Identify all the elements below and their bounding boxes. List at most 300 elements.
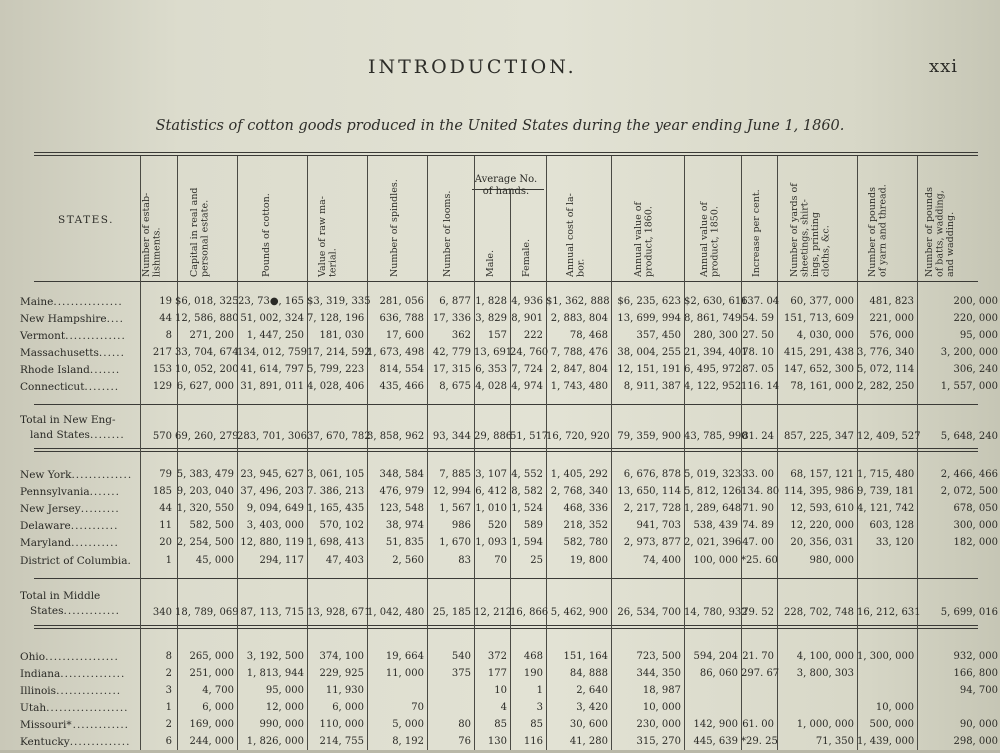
cell-value-1860: $6, 235, 623 [617,296,681,307]
cell-looms: 1, 567 [439,503,471,514]
cell-capital: 4, 700 [202,685,234,696]
cell-spindles: 281, 056 [379,296,424,307]
header-establishments: Number of estab- lishments. [141,192,163,277]
cell-establishments: 19 [159,296,172,307]
state-name: Pennsylvania....... [20,486,120,498]
state-name: District of Columbia. [20,555,132,567]
cell-pounds-cotton: 51, 002, 324 [240,313,304,324]
cell-male: 1, 093 [475,537,507,548]
header-female: Female. [521,238,532,277]
cell-value-1850: 445, 639 [693,736,738,747]
state-name: Utah................... [20,702,129,714]
cell-raw-material: 47, 403 [325,555,364,566]
cell-male: 372 [487,651,507,662]
cell-establishments: 79 [159,469,172,480]
cell-pounds-cotton: 1, 826, 000 [246,736,304,747]
header-bottom-rule [34,281,978,282]
cell-male: 4 [500,702,507,713]
cell-batts: 94, 700 [959,685,998,696]
header-raw-material: Value of raw ma- terial. [317,196,339,277]
cell-capital: 6, 627, 000 [176,381,234,392]
cell-pounds-cotton: 12, 880, 119 [240,537,304,548]
state-name: Vermont.............. [20,330,126,342]
header-looms: Number of looms. [442,190,453,277]
table-row [0,503,1000,520]
cell-value-1860: 344, 350 [636,668,681,679]
cell-female: 85 [530,719,543,730]
table-row [0,469,1000,486]
table-row [0,330,1000,347]
cell-spindles: 19, 664 [385,651,424,662]
cell-value-1850: 43, 785, 990 [684,431,748,442]
cell-value-1850: 100, 000 [693,555,738,566]
cell-yarn: 3, 776, 340 [857,347,915,358]
cell-male: 3, 107 [475,469,507,480]
cell-increase: 81. 24 [742,431,774,442]
header-capital: Capital in real and personal estate. [189,187,211,277]
cell-spindles: 5, 000 [392,719,424,730]
cell-establishments: 129 [152,381,172,392]
cell-female: 8, 901 [511,313,543,324]
cell-yarn: 12, 409, 527 [857,431,921,442]
state-name: Maine................ [20,296,123,308]
cell-female: 1, 524 [511,503,543,514]
cell-batts: 306, 240 [953,364,998,375]
cell-labor: 19, 800 [569,555,608,566]
cell-spindles: 814, 554 [379,364,424,375]
cell-increase: 54. 59 [742,313,774,324]
cell-batts: 678, 050 [953,503,998,514]
cell-pounds-cotton: 41, 614, 797 [240,364,304,375]
cell-labor: 218, 352 [563,520,608,531]
cell-value-1860: 38, 004, 255 [617,347,681,358]
cell-yards: 20, 356, 031 [790,537,854,548]
table-row [0,719,1000,736]
cell-increase: 33. 00 [742,469,774,480]
cell-value-1850: 86, 060 [699,668,738,679]
cell-looms: 986 [451,520,471,531]
cell-male: 3, 829 [475,313,507,324]
cell-establishments: 3 [165,685,172,696]
table-row [0,555,1000,572]
cell-yards: 147, 652, 300 [784,364,854,375]
cell-male: 157 [487,330,507,341]
cell-increase: 137. 04 [741,296,780,307]
cell-yards: 114, 395, 986 [784,486,854,497]
cell-spindles: 8, 192 [392,736,424,747]
cell-male: 1, 828 [475,296,507,307]
cell-batts: 1, 557, 000 [940,381,998,392]
cell-capital: 265, 000 [189,651,234,662]
cell-female: 3 [536,702,543,713]
cell-value-1850: 5, 812, 126 [684,486,742,497]
state-name: New Hampshire.... [20,313,124,325]
cell-batts: 5, 699, 016 [940,607,998,618]
cell-increase: 87. 05 [742,364,774,375]
cell-capital: 582, 500 [189,520,234,531]
cell-female: 589 [523,520,543,531]
cell-male: 4, 028 [475,381,507,392]
cell-capital: 6, 000 [202,702,234,713]
cell-labor: 2, 640 [576,685,608,696]
cell-batts: 298, 000 [953,736,998,747]
cell-value-1860: 13, 650, 114 [617,486,681,497]
cell-value-1850: 6, 495, 972 [684,364,742,375]
cell-establishments: 217 [152,347,172,358]
header-batts: Number of pounds of batts, wadding, and wadding. [924,187,956,277]
cell-female: 4, 936 [511,296,543,307]
cell-yards: 151, 713, 609 [784,313,854,324]
state-name: Delaware........... [20,520,119,532]
cell-labor: 16, 720, 920 [546,431,610,442]
cell-establishments: 8 [165,330,172,341]
cell-capital: 251, 000 [189,668,234,679]
cell-yarn: 481, 823 [869,296,914,307]
cell-looms: 42, 779 [432,347,471,358]
cell-pounds-cotton: 990, 000 [259,719,304,730]
cell-yards: 415, 291, 438 [784,347,854,358]
cell-yarn: 4, 121, 742 [857,503,915,514]
cell-looms: 7, 885 [439,469,471,480]
cell-spindles: 636, 788 [379,313,424,324]
cell-female: 25 [530,555,543,566]
cell-yards: 68, 157, 121 [790,469,854,480]
table-row [0,520,1000,537]
cell-yards: 4, 100, 000 [796,651,854,662]
cell-value-1850: 5, 019, 323 [684,469,742,480]
cell-value-1860: 79, 359, 900 [617,431,681,442]
state-name: Illinois............... [20,685,122,697]
cell-increase: 27. 50 [742,330,774,341]
cell-yards: 12, 593, 610 [790,503,854,514]
cell-female: 222 [523,330,543,341]
cell-increase: 74. 89 [742,520,774,531]
cell-batts: 3, 200, 000 [940,347,998,358]
cell-pounds-cotton: 23, 73●, 165 [238,296,304,307]
state-name: New Jersey......... [20,503,120,515]
cell-looms: 17, 315 [432,364,471,375]
cell-capital: 10, 052, 200 [175,364,239,375]
cell-capital: 2, 254, 500 [176,537,234,548]
cell-yards: 3, 800, 303 [796,668,854,679]
cell-female: 4, 552 [511,469,543,480]
cell-labor: 1, 405, 292 [550,469,608,480]
cell-looms: 83 [458,555,471,566]
table-row [0,668,1000,685]
header-yarn: Number of pounds of yarn and thread. [867,184,889,277]
state-name: Total in Middle States............. [20,590,120,617]
table-caption: Statistics of cotton goods produced in the United States during the year ending June 1, 1860. [155,118,845,134]
cell-capital: 69, 260, 279 [175,431,239,442]
cell-spindles: 435, 466 [379,381,424,392]
cell-capital: 9, 203, 040 [176,486,234,497]
cell-looms: 8, 675 [439,381,471,392]
cell-value-1860: 26, 534, 700 [617,607,681,618]
cell-looms: 93, 344 [432,431,471,442]
cell-batts: 90, 000 [959,719,998,730]
cell-batts: 5, 648, 240 [940,431,998,442]
cell-female: 1 [536,685,543,696]
cell-yards: 4, 030, 000 [796,330,854,341]
cell-female: 190 [523,668,543,679]
cell-establishments: 8 [165,651,172,662]
cell-value-1860: 315, 270 [636,736,681,747]
cell-male: 6, 412 [475,486,507,497]
table-row [0,702,1000,719]
cell-value-1860: 357, 450 [636,330,681,341]
table-row [0,296,1000,313]
cell-yarn: 603, 128 [869,520,914,531]
state-name: Total in New Eng- land States........ [20,414,125,441]
cell-yarn: 221, 000 [869,313,914,324]
cell-batts: 220, 000 [953,313,998,324]
cell-establishments: 185 [152,486,172,497]
header-labor: Annual cost of la- bor. [565,193,587,277]
page-header-title: INTRODUCTION. [368,56,577,78]
cell-value-1850: $2, 630, 616 [684,296,748,307]
cell-value-1860: 6, 676, 878 [623,469,681,480]
cell-capital: 244, 000 [189,736,234,747]
cell-yards: 60, 377, 000 [790,296,854,307]
cell-labor: 41, 280 [569,736,608,747]
cell-yarn: 1, 439, 000 [857,736,915,747]
cell-pounds-cotton: 283, 701, 306 [237,431,307,442]
cell-capital: 45, 000 [195,555,234,566]
cell-spindles: 11, 000 [385,668,424,679]
state-name: Ohio................. [20,651,119,663]
cell-value-1860: 2, 217, 728 [623,503,681,514]
cell-male: 13, 691 [474,347,513,358]
section-rule [34,404,978,405]
header-states: STATES. [58,214,114,226]
cell-value-1850: 538, 439 [693,520,738,531]
cell-yarn: 33, 120 [875,537,914,548]
cell-value-1850: 14, 780, 932 [684,607,748,618]
cell-spindles: 476, 979 [379,486,424,497]
cell-pounds-cotton: 3, 403, 000 [246,520,304,531]
cell-raw-material: 7. 386, 213 [307,486,365,497]
cell-labor: 78, 468 [569,330,608,341]
header-male: Male. [485,249,496,277]
cell-value-1860: 18, 987 [642,685,681,696]
table-row [0,313,1000,330]
cell-labor: 2, 768, 340 [550,486,608,497]
cell-batts: 182, 000 [953,537,998,548]
cell-yarn: 500, 000 [869,719,914,730]
cell-yards: 1, 000, 000 [796,719,854,730]
cell-male: 6, 353 [475,364,507,375]
cell-raw-material: 17, 214, 592 [307,347,371,358]
cell-male: 130 [487,736,507,747]
cell-female: 7, 724 [511,364,543,375]
table-top-rule [34,152,978,156]
cell-value-1860: 13, 699, 994 [617,313,681,324]
cell-labor: 3, 420 [576,702,608,713]
cell-value-1850: 1, 289, 648 [684,503,742,514]
cell-looms: 17, 336 [432,313,471,324]
cell-increase: 297. 67 [741,668,780,679]
header-yards: Number of yards of sheetings, shirt- ings, printing cloths, &c. [789,183,832,277]
cell-raw-material: 570, 102 [319,520,364,531]
cell-value-1860: 12, 151, 191 [617,364,681,375]
cell-labor: 5, 462, 900 [550,607,608,618]
cell-pounds-cotton: 31, 891, 011 [240,381,304,392]
cell-capital: 5, 383, 479 [176,469,234,480]
cell-spindles: 3, 858, 962 [367,431,425,442]
cell-male: 10 [494,685,507,696]
cell-raw-material: 6, 000 [332,702,364,713]
cell-establishments: 2 [165,719,172,730]
cell-capital: 18, 789, 069 [175,607,239,618]
cell-raw-material: 13, 928, 671 [307,607,371,618]
header-pounds-cotton: Pounds of cotton. [261,193,272,277]
cell-labor: 84, 888 [569,668,608,679]
state-name: Massachusetts...... [20,347,125,359]
section-rule [34,625,978,629]
cell-labor: $1, 362, 888 [546,296,610,307]
cell-female: 16, 866 [510,607,549,618]
cell-looms: 6, 877 [439,296,471,307]
cell-yarn: 1, 715, 480 [857,469,915,480]
cell-labor: 1, 743, 480 [550,381,608,392]
table-row [0,486,1000,503]
cell-pounds-cotton: 37, 496, 203 [240,486,304,497]
cell-establishments: 1 [165,702,172,713]
cell-capital: 169, 000 [189,719,234,730]
cell-batts: 166, 800 [953,668,998,679]
cell-pounds-cotton: 95, 000 [265,685,304,696]
cell-male: 12, 212 [474,607,513,618]
cell-increase: 71. 90 [742,503,774,514]
cell-yards: 71, 350 [815,736,854,747]
cell-pounds-cotton: 9, 094, 649 [246,503,304,514]
cell-batts: 95, 000 [959,330,998,341]
cell-raw-material: 110, 000 [319,719,364,730]
cell-value-1850: 142, 900 [693,719,738,730]
cell-batts: 2, 466, 466 [940,469,998,480]
cell-spindles: 348, 584 [379,469,424,480]
cell-male: 520 [487,520,507,531]
cell-spindles: 2, 560 [392,555,424,566]
cell-establishments: 44 [159,503,172,514]
cell-looms: 25, 185 [432,607,471,618]
section-rule [34,578,978,579]
cell-capital: 1, 320, 550 [176,503,234,514]
cell-establishments: 11 [159,520,172,531]
running-head [0,56,1000,80]
cell-increase: 78. 10 [742,347,774,358]
cell-looms: 375 [451,668,471,679]
state-name: Indiana............... [20,668,126,680]
cell-raw-material: 1, 165, 435 [307,503,365,514]
table-row [0,364,1000,381]
cell-female: 24, 760 [510,347,549,358]
total-row [0,589,1000,618]
cell-yarn: 9, 739, 181 [857,486,915,497]
cell-yarn: 5, 072, 114 [857,364,915,375]
cell-looms: 540 [451,651,471,662]
cell-capital: 271, 200 [189,330,234,341]
cell-yarn: 16, 212, 631 [857,607,921,618]
cell-value-1860: 2, 973, 877 [623,537,681,548]
section-rule [34,448,978,452]
state-name: New York.............. [20,469,133,481]
cell-female: 51, 517 [510,431,549,442]
cell-raw-material: $3, 319, 335 [307,296,371,307]
cell-spindles: 1, 673, 498 [367,347,425,358]
cell-looms: 80 [458,719,471,730]
cell-female: 8, 582 [511,486,543,497]
cell-increase: 61. 00 [742,719,774,730]
cell-pounds-cotton: 87, 113, 715 [240,607,304,618]
cell-value-1850: 594, 204 [693,651,738,662]
cell-raw-material: 4, 028, 406 [307,381,365,392]
cell-yards: 857, 225, 347 [784,431,854,442]
cell-spindles: 17, 600 [385,330,424,341]
header-spindles: Number of spindles. [389,179,400,277]
cell-raw-material: 181, 030 [319,330,364,341]
cell-increase: *25. 60 [741,555,778,566]
state-name: Maryland........... [20,537,119,549]
cell-establishments: 20 [159,537,172,548]
cell-value-1860: 8, 911, 387 [623,381,681,392]
cell-raw-material: 5, 799, 223 [307,364,365,375]
header-value-1860: Annual value of product, 1860. [633,201,655,277]
cell-yarn: 576, 000 [869,330,914,341]
header-increase: Increase per cent. [751,189,762,277]
cell-establishments: 153 [152,364,172,375]
cell-establishments: 2 [165,668,172,679]
cell-establishments: 570 [152,431,172,442]
cell-value-1860: 723, 500 [636,651,681,662]
table-row [0,736,1000,753]
cell-labor: 2, 847, 804 [550,364,608,375]
cell-establishments: 44 [159,313,172,324]
cell-increase: 116. 14 [741,381,780,392]
cell-batts: 200, 000 [953,296,998,307]
cell-pounds-cotton: 134, 012, 759 [237,347,307,358]
cell-pounds-cotton: 294, 117 [259,555,304,566]
cell-establishments: 1 [165,555,172,566]
cell-female: 1, 594 [511,537,543,548]
cell-value-1860: 74, 400 [642,555,681,566]
cell-male: 85 [494,719,507,730]
cell-value-1860: 941, 703 [636,520,681,531]
cell-spindles: 51, 835 [385,537,424,548]
cell-pounds-cotton: 1, 447, 250 [246,330,304,341]
cell-value-1850: 2, 021, 396 [684,537,742,548]
cell-female: 4, 974 [511,381,543,392]
cell-raw-material: 3, 061, 105 [307,469,365,480]
cell-value-1850: 21, 394, 401 [684,347,748,358]
page-number: xxi [928,56,958,77]
cell-looms: 76 [458,736,471,747]
state-name: Rhode Island....... [20,364,121,376]
cell-male: 1, 010 [475,503,507,514]
cell-yarn: 2, 282, 250 [857,381,915,392]
cell-pounds-cotton: 12, 000 [265,702,304,713]
cell-male: 177 [487,668,507,679]
cell-labor: 582, 780 [563,537,608,548]
cell-value-1850: 280, 300 [693,330,738,341]
cell-raw-material: 229, 925 [319,668,364,679]
header-avg-hands: Average No. of hands. [474,174,538,197]
cell-pounds-cotton: 3, 192, 500 [246,651,304,662]
cell-increase: 47. 00 [742,537,774,548]
cell-spindles: 38, 974 [385,520,424,531]
cell-female: 468 [523,651,543,662]
cell-labor: 30, 600 [569,719,608,730]
